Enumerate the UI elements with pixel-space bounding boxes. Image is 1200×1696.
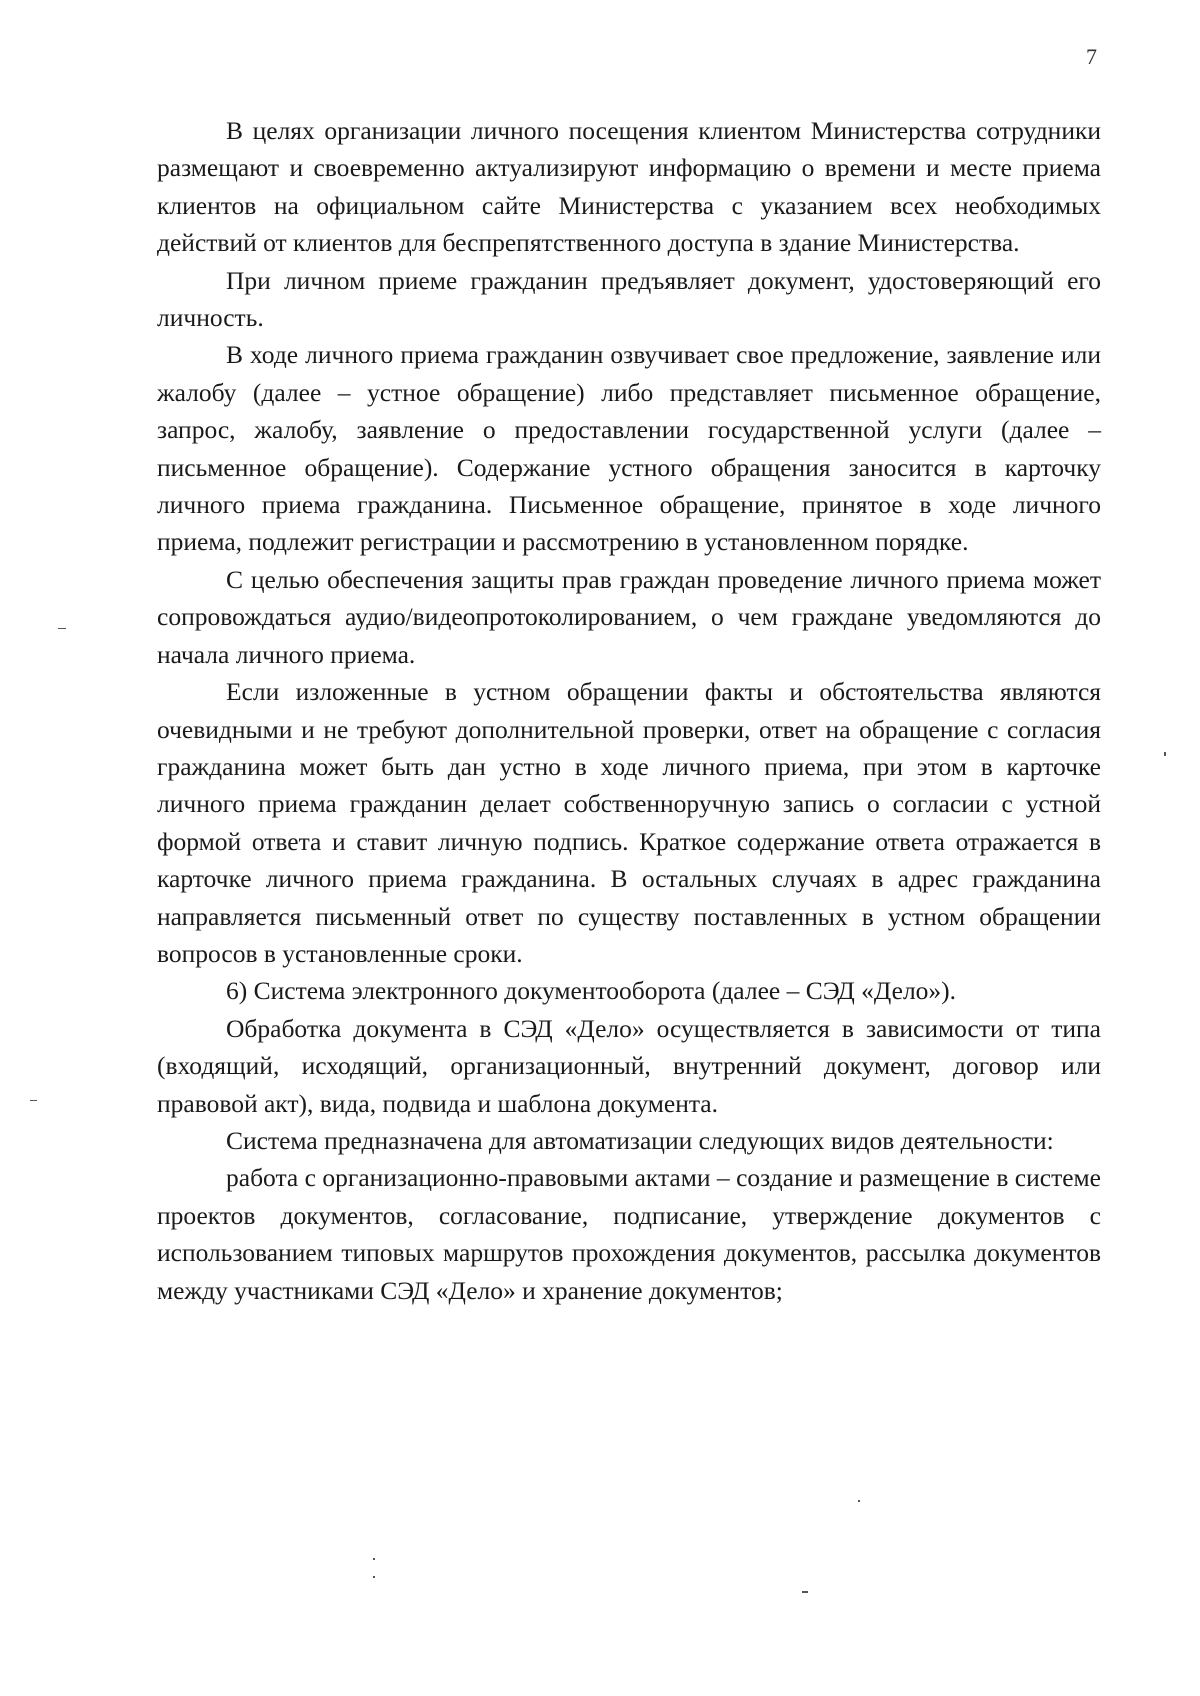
paragraph-document-processing: Обработка документа в СЭД «Дело» осуществляется в зависимости от типа (входящий, исходящий, организационный, внутренний документ, договор или правовой акт), вида, подвида и шаблона документа. <box>157 1013 1101 1118</box>
paragraph-audio-video-recording: С целью обеспечения защиты прав граждан проведение личного приема может сопровождаться аудио/видеопротоколированием, о чем граждане уведомляются до начала личного приема. <box>157 564 1101 669</box>
paragraph-oral-appeal: В ходе личного приема гражданин озвучивает свое предложение, заявление или жалобу (далее – устное обращение) либо представляет письменное обращение, запрос, жалобу, заявление о предоставлении государственной услуги (далее – письменное обращение). Содержание устного обращения заносится в карточку личного приема гражданина. Письменное обращение, принятое в ходе личного приема, подлежит регистрации и рассмотрению в установленном порядке. <box>157 340 1101 557</box>
paragraph-oral-answer: Если изложенные в устном обращении факты и обстоятельства являются очевидными и не требуют дополнительной проверки, ответ на обращение с согласия гражданина может быть дан устно в ходе личного приема, при этом в карточке личного приема гражданин делает собственноручную запись о согласии с устной формой ответа и ставит личную подпись. Краткое содержание ответа отражается в карточке личного приема гражданина. В остальных случаях в адрес гражданина направляется письменный ответ по существу поставленных в устном обращении вопросов в установленные сроки. <box>157 677 1101 968</box>
paragraph-identity-document: При личном приеме гражданин предъявляет документ, удостоверяющий его личность. <box>157 265 1101 333</box>
paragraph-system-purpose: Система предназначена для автоматизации следующих видов деятельности: <box>226 1125 1054 1155</box>
paragraph-visit-organization: В целях организации личного посещения клиентом Министерства сотрудники размещают и своевременно актуализируют информацию о времени и месте приема клиентов на официальном сайте Министерства с указанием всех необходимых действий от клиентов для беспрепятственного доступа в здание Министерства. <box>157 116 1101 258</box>
page-number: 7 <box>1086 44 1097 69</box>
paragraph-sed-delo-heading: 6) Система электронного документооборота (далее – СЭД «Дело»). <box>226 976 957 1006</box>
document-body <box>157 112 1101 1309</box>
paragraph-legal-acts-work: работа с организационно-правовыми актами – создание и размещение в системе проектов документов, согласование, подписание, утверждение документов с использованием типовых маршрутов прохождения документов, рассылка документов между участниками СЭД «Дело» и хранение документов; <box>157 1163 1101 1305</box>
